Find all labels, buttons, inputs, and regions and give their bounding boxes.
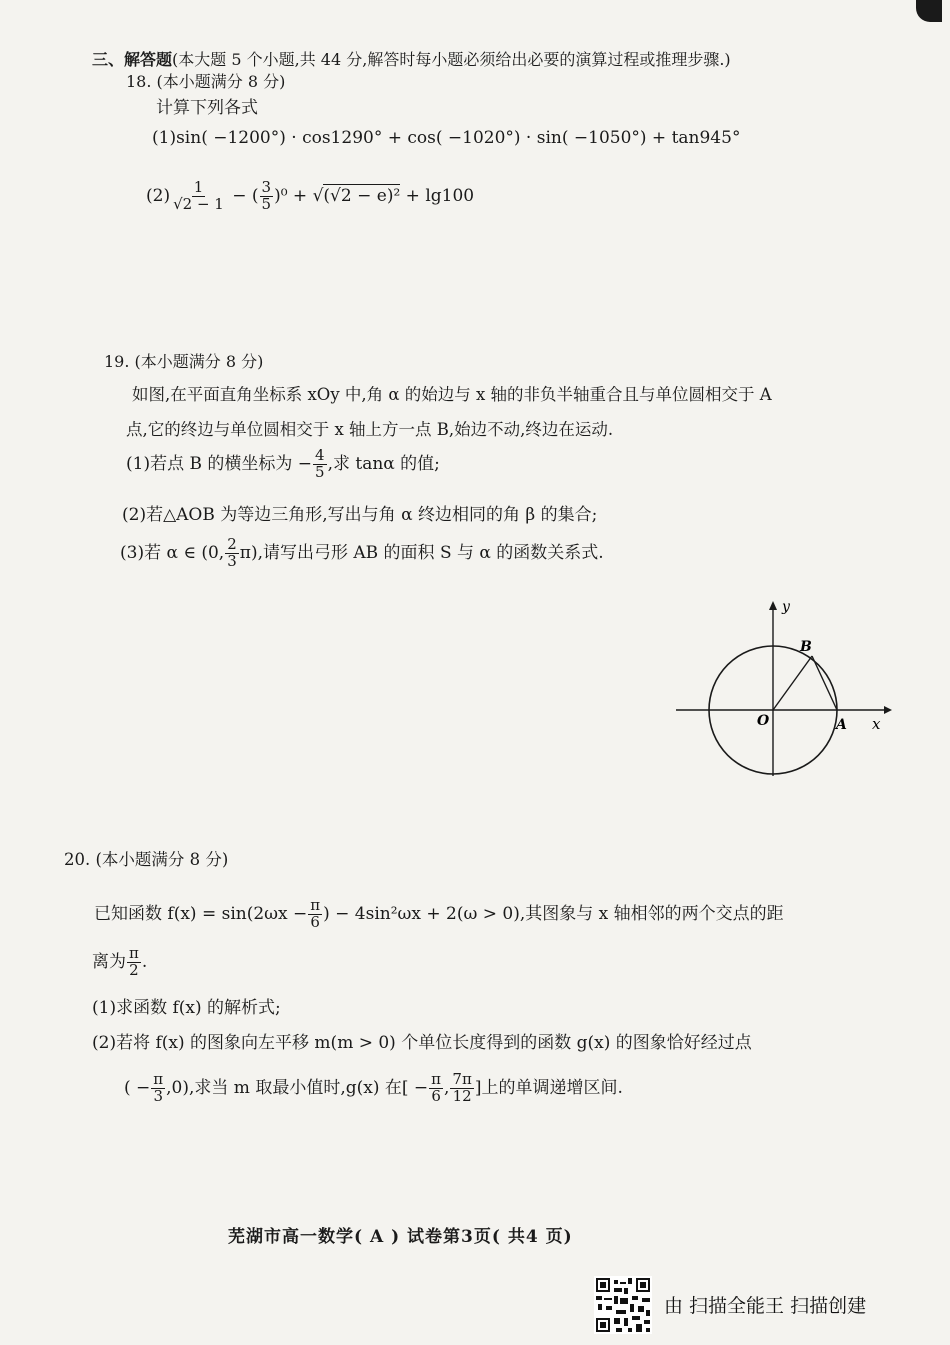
q20-frac-5 — [450, 1072, 473, 1105]
frac-denominator: 2 — [129, 960, 139, 979]
q19-part1-suffix: ,求 tanα 的值; — [327, 453, 440, 474]
q20-line2 — [92, 946, 147, 979]
q20-header: 20. (本小题满分 8 分) — [64, 850, 229, 869]
q18-part2-tail: + lg100 — [400, 185, 475, 206]
section-title: 三、解答题 — [92, 50, 173, 69]
q20-line1-prefix: 已知函数 f(x) = sin(2ωx − — [94, 903, 308, 924]
frac-numerator: 7π — [452, 1070, 472, 1088]
q19-part3 — [120, 537, 604, 570]
q20-part1: (1)求函数 f(x) 的解析式; — [92, 998, 281, 1018]
q20-frac-1 — [308, 898, 322, 931]
q19-line1: 如图,在平面直角坐标系 xOy 中,角 α 的始边与 x 轴的非负半轴重合且与单位圆相交于 A — [132, 385, 772, 404]
q19-part3-suffix: π),请写出弓形 AB 的面积 S 与 α 的函数关系式. — [239, 542, 604, 563]
q18-header: 18. (本小题满分 8 分) — [126, 72, 286, 91]
point-a-label: A — [836, 717, 847, 733]
q20-line1 — [94, 898, 784, 931]
frac-denominator: 6 — [310, 912, 320, 931]
frac-denominator: 3 — [153, 1086, 163, 1105]
scanner-watermark: 由 扫描全能王 扫描创建 — [664, 1295, 867, 1317]
y-axis-arrow — [769, 601, 777, 610]
q20-part2b — [124, 1072, 623, 1105]
radius-ob — [773, 656, 812, 710]
q20-part2b-prefix: ( − — [124, 1077, 151, 1098]
q18-part2 — [146, 180, 474, 213]
q19-part1-prefix: (1)若点 B 的横坐标为 − — [126, 453, 313, 474]
q20-line2-prefix: 离为 — [92, 951, 126, 972]
q19-line2: 点,它的终边与单位圆相交于 x 轴上方一点 B,始边不动,终边在运动. — [126, 420, 614, 439]
q18-intro: 计算下列各式 — [156, 98, 258, 118]
frac-denominator: 3 — [227, 551, 237, 570]
q20-line1-suffix: ) − 4sin²ωx + 2(ω > 0),其图象与 x 轴相邻的两个交点的距 — [323, 903, 784, 924]
q20-frac-2 — [127, 946, 141, 979]
frac-denominator: 12 — [452, 1086, 472, 1105]
x-axis-arrow — [884, 706, 892, 714]
q20-frac-3 — [151, 1072, 165, 1105]
frac-denominator: 5 — [315, 462, 325, 481]
frac-denominator: 6 — [431, 1086, 441, 1105]
section-heading — [92, 50, 731, 69]
q20-line2-suffix: . — [141, 951, 148, 972]
q19-part2: (2)若△AOB 为等边三角形,写出与角 α 终边相同的角 β 的集合; — [122, 505, 598, 525]
frac-numerator: 4 — [315, 446, 325, 464]
frac-numerator: 1 — [193, 178, 204, 196]
chord-ab — [812, 656, 837, 710]
q18-part2-prefix: (2) — [146, 185, 171, 206]
q18-part1: (1)sin( −1200°) · cos1290° + cos( −1020°) · sin( −1050°) + tan945° — [152, 128, 741, 148]
q19-part1 — [126, 448, 440, 481]
q19-frac-2 — [225, 537, 239, 570]
page-footer: 芜湖市高一数学( A ) 试卷第3页( 共4 页) — [228, 1227, 573, 1247]
q18-frac-1 — [171, 180, 226, 213]
q19-part3-prefix: (3)若 α ∈ (0, — [120, 542, 225, 563]
q20-part2b-mid: ,0),求当 m 取最小值时,g(x) 在[ − — [166, 1077, 429, 1098]
frac-denominator: 5 — [261, 194, 272, 213]
q18-part2-mid: − ( — [226, 185, 259, 206]
point-b-label: B — [800, 639, 812, 655]
q19-frac — [313, 448, 327, 481]
q20-comma: , — [444, 1077, 450, 1098]
y-label: y — [782, 599, 790, 615]
q18-radicand: (√2 − e)² — [323, 185, 401, 206]
frac-numerator: π — [129, 944, 139, 962]
frac-denominator: √2 − 1 — [173, 194, 224, 213]
scan-corner-mark — [916, 0, 942, 22]
qr-code-icon — [594, 1276, 652, 1334]
q20-part2: (2)若将 f(x) 的图象向左平移 m(m > 0) 个单位长度得到的函数 g(x) 的图象恰好经过点 — [92, 1033, 752, 1053]
unit-circle-figure — [676, 598, 896, 778]
frac-numerator: π — [153, 1070, 164, 1088]
q19-header: 19. (本小题满分 8 分) — [104, 352, 264, 371]
q18-frac-2 — [260, 180, 274, 213]
frac-numerator: π — [431, 1070, 442, 1088]
frac-numerator: 2 — [227, 535, 237, 553]
section-note: (本大题 5 个小题,共 44 分,解答时每小题必须给出必要的演算过程或推理步骤.) — [172, 50, 731, 69]
frac-numerator: 3 — [261, 178, 272, 196]
origin-label: O — [757, 713, 770, 729]
q20-part2b-suffix: ]上的单调递增区间. — [474, 1077, 623, 1098]
frac-numerator: π — [310, 896, 321, 914]
x-label: x — [872, 715, 881, 733]
q18-part2-pow: )⁰ + √ — [274, 185, 324, 206]
q20-frac-4 — [429, 1072, 443, 1105]
